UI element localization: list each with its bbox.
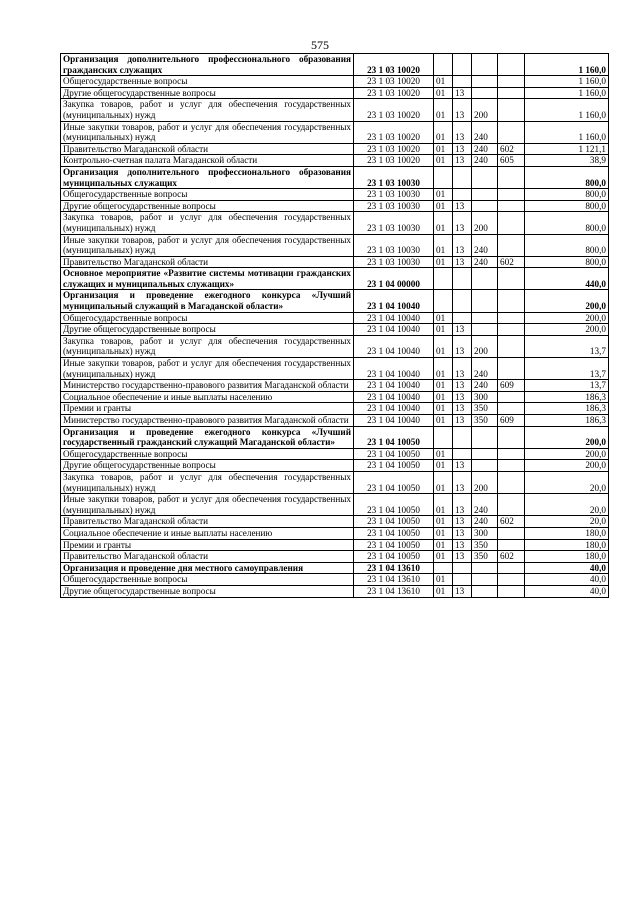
table-body	[61, 54, 609, 598]
row-administrator	[498, 189, 525, 201]
row-target-code: 23 1 03 10020	[354, 54, 434, 76]
row-administrator	[498, 527, 525, 539]
row-administrator	[498, 494, 525, 516]
row-section: 01	[434, 234, 453, 256]
row-subsection: 13	[453, 256, 472, 268]
row-expense-type: 240	[472, 121, 498, 143]
row-expense-type	[472, 574, 498, 586]
row-expense-type: 300	[472, 391, 498, 403]
row-subsection: 13	[453, 391, 472, 403]
row-subsection	[453, 290, 472, 312]
row-amount: 1 160,0	[525, 121, 609, 143]
row-subsection: 13	[453, 415, 472, 427]
row-section: 01	[434, 415, 453, 427]
row-target-code: 23 1 03 10020	[354, 99, 434, 121]
row-name: Контрольно-счетная палата Магаданской области	[61, 155, 354, 167]
row-expense-type: 240	[472, 256, 498, 268]
page-number: 575	[311, 38, 329, 52]
row-name: Министерство государственно-правового развития Магаданской области	[61, 415, 354, 427]
table-row	[61, 494, 609, 516]
row-amount: 200,0	[525, 448, 609, 460]
row-administrator	[498, 212, 525, 234]
row-amount: 20,0	[525, 471, 609, 493]
row-amount: 200,0	[525, 312, 609, 324]
row-subsection: 13	[453, 335, 472, 357]
row-name: Закупка товаров, работ и услуг для обеспечения государственных (муниципальных) нужд	[61, 212, 354, 234]
row-section: 01	[434, 121, 453, 143]
row-section: 01	[434, 256, 453, 268]
row-expense-type: 240	[472, 380, 498, 392]
row-expense-type	[472, 460, 498, 472]
row-administrator	[498, 426, 525, 448]
table-row	[61, 268, 609, 290]
row-expense-type: 300	[472, 527, 498, 539]
table-row	[61, 143, 609, 155]
row-target-code: 23 1 03 10030	[354, 200, 434, 212]
table-row	[61, 324, 609, 336]
row-expense-type	[472, 562, 498, 574]
row-subsection: 13	[453, 155, 472, 167]
row-target-code: 23 1 04 10050	[354, 494, 434, 516]
row-target-code: 23 1 04 10050	[354, 460, 434, 472]
row-target-code: 23 1 04 10040	[354, 312, 434, 324]
row-subsection: 13	[453, 234, 472, 256]
row-amount: 1 160,0	[525, 54, 609, 76]
row-administrator: 602	[498, 551, 525, 563]
table-row	[61, 358, 609, 380]
table-row	[61, 391, 609, 403]
row-subsection: 13	[453, 200, 472, 212]
table-row	[61, 551, 609, 563]
row-expense-type: 240	[472, 155, 498, 167]
row-section	[434, 562, 453, 574]
row-section	[434, 290, 453, 312]
row-subsection: 13	[453, 143, 472, 155]
row-name: Организация и проведение дня местного самоуправления	[61, 562, 354, 574]
row-administrator	[498, 358, 525, 380]
row-target-code: 23 1 04 10050	[354, 448, 434, 460]
row-amount: 200,0	[525, 426, 609, 448]
row-expense-type: 200	[472, 99, 498, 121]
row-expense-type: 240	[472, 143, 498, 155]
row-target-code: 23 1 04 10040	[354, 415, 434, 427]
row-section: 01	[434, 380, 453, 392]
row-section: 01	[434, 212, 453, 234]
row-section: 01	[434, 76, 453, 88]
row-amount: 13,7	[525, 380, 609, 392]
table-row	[61, 403, 609, 415]
row-name: Закупка товаров, работ и услуг для обеспечения государственных (муниципальных) нужд	[61, 335, 354, 357]
row-amount: 20,0	[525, 494, 609, 516]
row-section: 01	[434, 551, 453, 563]
row-administrator	[498, 574, 525, 586]
row-section	[434, 54, 453, 76]
row-amount: 20,0	[525, 516, 609, 528]
row-section: 01	[434, 585, 453, 597]
row-administrator	[498, 471, 525, 493]
row-subsection: 13	[453, 99, 472, 121]
row-name: Министерство государственно-правового развития Магаданской области	[61, 380, 354, 392]
row-administrator	[498, 76, 525, 88]
row-administrator: 609	[498, 380, 525, 392]
table-row	[61, 516, 609, 528]
row-subsection: 13	[453, 403, 472, 415]
row-section: 01	[434, 391, 453, 403]
row-subsection	[453, 54, 472, 76]
row-expense-type: 200	[472, 335, 498, 357]
row-expense-type	[472, 312, 498, 324]
row-administrator	[498, 335, 525, 357]
row-amount: 200,0	[525, 324, 609, 336]
row-target-code: 23 1 04 10040	[354, 335, 434, 357]
row-target-code: 23 1 04 13610	[354, 585, 434, 597]
row-name: Иные закупки товаров, работ и услуг для обеспечения государственных (муниципальных) нужд	[61, 121, 354, 143]
row-administrator	[498, 268, 525, 290]
row-amount: 180,0	[525, 551, 609, 563]
row-administrator	[498, 200, 525, 212]
table-row	[61, 562, 609, 574]
row-amount: 13,7	[525, 358, 609, 380]
row-target-code: 23 1 04 10050	[354, 539, 434, 551]
row-administrator	[498, 391, 525, 403]
row-administrator: 602	[498, 143, 525, 155]
row-subsection: 13	[453, 527, 472, 539]
row-administrator	[498, 166, 525, 188]
row-name: Правительство Магаданской области	[61, 143, 354, 155]
row-amount: 13,7	[525, 335, 609, 357]
row-amount: 800,0	[525, 200, 609, 212]
row-section: 01	[434, 471, 453, 493]
row-name: Закупка товаров, работ и услуг для обеспечения государственных (муниципальных) нужд	[61, 99, 354, 121]
row-expense-type: 350	[472, 551, 498, 563]
row-administrator	[498, 460, 525, 472]
row-expense-type	[472, 189, 498, 201]
row-amount: 40,0	[525, 562, 609, 574]
row-amount: 38,9	[525, 155, 609, 167]
row-name: Премии и гранты	[61, 539, 354, 551]
table-row	[61, 121, 609, 143]
row-name: Премии и гранты	[61, 403, 354, 415]
row-expense-type	[472, 290, 498, 312]
row-name: Правительство Магаданской области	[61, 256, 354, 268]
row-expense-type: 240	[472, 516, 498, 528]
row-section: 01	[434, 312, 453, 324]
row-subsection: 13	[453, 324, 472, 336]
table-row	[61, 212, 609, 234]
table-row	[61, 471, 609, 493]
row-amount: 40,0	[525, 585, 609, 597]
row-section: 01	[434, 527, 453, 539]
row-expense-type	[472, 426, 498, 448]
row-amount: 1 160,0	[525, 99, 609, 121]
row-section: 01	[434, 87, 453, 99]
row-administrator	[498, 324, 525, 336]
row-subsection: 13	[453, 380, 472, 392]
row-subsection	[453, 76, 472, 88]
row-subsection: 13	[453, 539, 472, 551]
row-administrator: 602	[498, 516, 525, 528]
table-row	[61, 574, 609, 586]
row-expense-type	[472, 585, 498, 597]
row-target-code: 23 1 04 13610	[354, 562, 434, 574]
row-administrator	[498, 562, 525, 574]
table-row	[61, 256, 609, 268]
row-administrator	[498, 312, 525, 324]
row-name: Другие общегосударственные вопросы	[61, 324, 354, 336]
row-subsection	[453, 448, 472, 460]
row-amount: 1 160,0	[525, 76, 609, 88]
row-administrator: 602	[498, 256, 525, 268]
row-amount: 180,0	[525, 539, 609, 551]
row-expense-type	[472, 448, 498, 460]
row-target-code: 23 1 03 10020	[354, 76, 434, 88]
row-subsection	[453, 426, 472, 448]
row-administrator	[498, 54, 525, 76]
row-amount: 200,0	[525, 290, 609, 312]
row-amount: 180,0	[525, 527, 609, 539]
row-target-code: 23 1 04 10040	[354, 358, 434, 380]
row-section: 01	[434, 155, 453, 167]
row-subsection: 13	[453, 471, 472, 493]
row-name: Иные закупки товаров, работ и услуг для обеспечения государственных (муниципальных) нужд	[61, 494, 354, 516]
row-section: 01	[434, 189, 453, 201]
row-target-code: 23 1 04 10040	[354, 290, 434, 312]
row-expense-type: 350	[472, 539, 498, 551]
row-administrator	[498, 290, 525, 312]
row-section	[434, 166, 453, 188]
row-administrator	[498, 121, 525, 143]
row-section	[434, 268, 453, 290]
table-row	[61, 290, 609, 312]
row-target-code: 23 1 03 10030	[354, 234, 434, 256]
row-expense-type	[472, 166, 498, 188]
row-subsection: 13	[453, 212, 472, 234]
row-target-code: 23 1 03 10020	[354, 155, 434, 167]
row-target-code: 23 1 03 10030	[354, 166, 434, 188]
row-target-code: 23 1 03 10030	[354, 212, 434, 234]
row-section: 01	[434, 335, 453, 357]
row-subsection: 13	[453, 494, 472, 516]
row-expense-type	[472, 324, 498, 336]
row-subsection	[453, 166, 472, 188]
row-administrator	[498, 539, 525, 551]
row-expense-type: 200	[472, 212, 498, 234]
table-row	[61, 415, 609, 427]
table-row	[61, 426, 609, 448]
row-name: Социальное обеспечение и иные выплаты населению	[61, 391, 354, 403]
row-name: Иные закупки товаров, работ и услуг для обеспечения государственных (муниципальных) нужд	[61, 358, 354, 380]
row-target-code: 23 1 04 10050	[354, 527, 434, 539]
row-name: Основное мероприятие «Развитие системы мотивации гражданских служащих и муниципальных служащих»	[61, 268, 354, 290]
row-target-code: 23 1 04 10040	[354, 380, 434, 392]
row-name: Другие общегосударственные вопросы	[61, 87, 354, 99]
row-name: Другие общегосударственные вопросы	[61, 585, 354, 597]
table-row	[61, 460, 609, 472]
row-amount: 800,0	[525, 234, 609, 256]
row-name: Общегосударственные вопросы	[61, 76, 354, 88]
row-amount: 1 121,1	[525, 143, 609, 155]
row-section: 01	[434, 539, 453, 551]
table-row	[61, 585, 609, 597]
row-name: Иные закупки товаров, работ и услуг для обеспечения государственных (муниципальных) нужд	[61, 234, 354, 256]
row-section: 01	[434, 460, 453, 472]
row-target-code: 23 1 04 10050	[354, 516, 434, 528]
table-row	[61, 234, 609, 256]
row-subsection: 13	[453, 121, 472, 143]
row-name: Организация дополнительного профессионального образования гражданских служащих	[61, 54, 354, 76]
row-name: Социальное обеспечение и иные выплаты населению	[61, 527, 354, 539]
budget-table	[60, 53, 609, 598]
row-amount: 186,3	[525, 403, 609, 415]
table-row	[61, 99, 609, 121]
table-row	[61, 335, 609, 357]
row-administrator	[498, 87, 525, 99]
row-section: 01	[434, 448, 453, 460]
row-section: 01	[434, 358, 453, 380]
row-amount: 800,0	[525, 166, 609, 188]
table-row	[61, 166, 609, 188]
row-name: Правительство Магаданской области	[61, 516, 354, 528]
row-subsection: 13	[453, 585, 472, 597]
table-row	[61, 539, 609, 551]
row-section: 01	[434, 143, 453, 155]
row-target-code: 23 1 03 10020	[354, 87, 434, 99]
row-administrator: 605	[498, 155, 525, 167]
row-name: Организация дополнительного профессионального образования муниципальных служащих	[61, 166, 354, 188]
row-amount: 800,0	[525, 212, 609, 234]
table-row	[61, 312, 609, 324]
row-target-code: 23 1 03 10020	[354, 143, 434, 155]
row-section: 01	[434, 200, 453, 212]
row-name: Другие общегосударственные вопросы	[61, 200, 354, 212]
row-administrator	[498, 234, 525, 256]
row-section: 01	[434, 403, 453, 415]
row-target-code: 23 1 04 10050	[354, 426, 434, 448]
row-section: 01	[434, 494, 453, 516]
row-expense-type	[472, 87, 498, 99]
table-row	[61, 448, 609, 460]
row-section: 01	[434, 574, 453, 586]
row-amount: 800,0	[525, 256, 609, 268]
row-subsection: 13	[453, 516, 472, 528]
row-subsection: 13	[453, 87, 472, 99]
table-row	[61, 54, 609, 76]
table-row	[61, 155, 609, 167]
row-administrator	[498, 403, 525, 415]
row-amount: 440,0	[525, 268, 609, 290]
row-subsection: 13	[453, 358, 472, 380]
row-name: Общегосударственные вопросы	[61, 312, 354, 324]
row-target-code: 23 1 03 10030	[354, 189, 434, 201]
row-subsection	[453, 574, 472, 586]
row-subsection: 13	[453, 551, 472, 563]
table-row	[61, 189, 609, 201]
row-name: Общегосударственные вопросы	[61, 189, 354, 201]
row-section: 01	[434, 99, 453, 121]
row-subsection	[453, 312, 472, 324]
row-name: Общегосударственные вопросы	[61, 448, 354, 460]
row-expense-type	[472, 54, 498, 76]
row-subsection	[453, 189, 472, 201]
table-row	[61, 380, 609, 392]
table-row	[61, 200, 609, 212]
row-administrator: 609	[498, 415, 525, 427]
row-section	[434, 426, 453, 448]
row-name: Закупка товаров, работ и услуг для обеспечения государственных (муниципальных) нужд	[61, 471, 354, 493]
row-name: Общегосударственные вопросы	[61, 574, 354, 586]
row-name: Организация и проведение ежегодного конкурса «Лучший муниципальный служащий в Магаданской области»	[61, 290, 354, 312]
row-administrator	[498, 585, 525, 597]
row-name: Организация и проведение ежегодного конкурса «Лучший государственный гражданский служащий Магаданской области»	[61, 426, 354, 448]
row-amount: 186,3	[525, 391, 609, 403]
row-amount: 1 160,0	[525, 87, 609, 99]
row-expense-type: 350	[472, 415, 498, 427]
row-expense-type: 240	[472, 494, 498, 516]
row-target-code: 23 1 04 10050	[354, 551, 434, 563]
row-target-code: 23 1 04 10040	[354, 391, 434, 403]
row-subsection: 13	[453, 460, 472, 472]
row-amount: 200,0	[525, 460, 609, 472]
row-administrator	[498, 99, 525, 121]
row-target-code: 23 1 04 10050	[354, 471, 434, 493]
row-subsection	[453, 268, 472, 290]
table-row	[61, 76, 609, 88]
row-section: 01	[434, 516, 453, 528]
row-amount: 186,3	[525, 415, 609, 427]
table-row	[61, 87, 609, 99]
row-expense-type	[472, 200, 498, 212]
row-expense-type: 240	[472, 234, 498, 256]
row-expense-type: 350	[472, 403, 498, 415]
row-target-code: 23 1 04 10040	[354, 403, 434, 415]
row-section: 01	[434, 324, 453, 336]
row-amount: 800,0	[525, 189, 609, 201]
row-administrator	[498, 448, 525, 460]
row-expense-type	[472, 76, 498, 88]
row-target-code: 23 1 04 13610	[354, 574, 434, 586]
row-expense-type	[472, 268, 498, 290]
row-subsection	[453, 562, 472, 574]
table-row	[61, 527, 609, 539]
row-target-code: 23 1 03 10030	[354, 256, 434, 268]
row-expense-type: 200	[472, 471, 498, 493]
row-name: Другие общегосударственные вопросы	[61, 460, 354, 472]
row-target-code: 23 1 04 10040	[354, 324, 434, 336]
row-expense-type: 240	[472, 358, 498, 380]
row-target-code: 23 1 03 10020	[354, 121, 434, 143]
row-amount: 40,0	[525, 574, 609, 586]
row-target-code: 23 1 04 00000	[354, 268, 434, 290]
row-name: Правительство Магаданской области	[61, 551, 354, 563]
